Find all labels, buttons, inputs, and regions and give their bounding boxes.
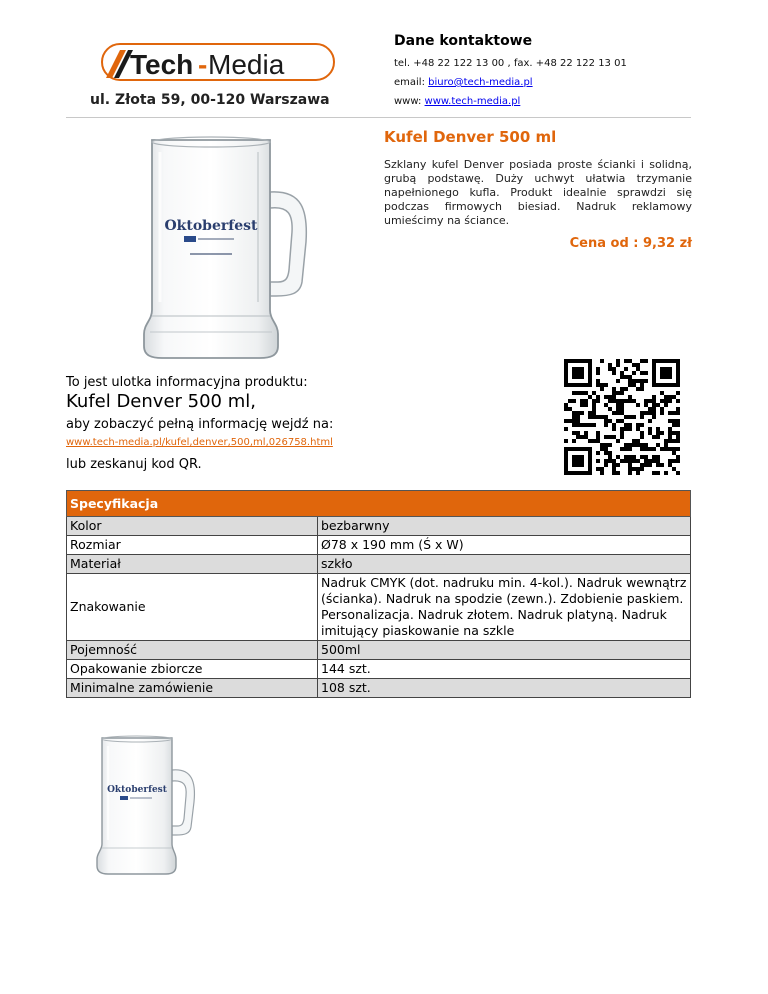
specification-heading: Specyfikacja [67, 491, 691, 517]
product-description: Szklany kufel Denver posiada proste ścianki i solidną, grubą podstawę. Duży uchwyt ułatwia trzymanie napełnionego kufla. Produkt idealnie sprawdzi się podczas firmowych biesiad. Nadruk reklamowy umieścimy na ściance. [384, 158, 692, 227]
product-page-link[interactable]: www.tech-media.pl/kufel,denver,500,ml,026758.html [66, 437, 333, 448]
product-title: Kufel Denver 500 ml [384, 128, 557, 146]
spec-value: 500ml [318, 641, 691, 660]
spec-value: bezbarwny [318, 517, 691, 536]
specification-table [66, 490, 691, 698]
logo-brand-b: Media [208, 49, 285, 80]
leaflet-scan-qr: lub zeskanuj kod QR. [66, 457, 202, 472]
logo-dash: - [198, 49, 208, 80]
phone-fax-line: tel. +48 22 122 13 00 , fax. +48 22 122 13 01 [394, 58, 627, 69]
spec-key: Znakowanie [67, 574, 318, 641]
spec-value: szkło [318, 555, 691, 574]
spec-row [67, 660, 691, 679]
tech-media-logo [100, 40, 340, 84]
qr-code[interactable] [560, 358, 690, 475]
contact-heading: Dane kontaktowe [394, 33, 533, 49]
spec-row [67, 679, 691, 698]
spec-value: Nadruk CMYK (dot. nadruku min. 4-kol.). Nadruk wewnątrz (ścianka). Nadruk na spodzie (zewn.). Zdobienie paskiem. Personalizacja. Nadruk złotem. Nadruk platyną. Nadruk imitujący piaskowanie na szkle [318, 574, 691, 641]
mug-small-print-text: Oktoberfest [107, 785, 167, 795]
spec-key: Pojemność [67, 641, 318, 660]
spec-row [67, 517, 691, 536]
spec-value: Ø78 x 190 mm (Ś x W) [318, 536, 691, 555]
leaflet-product-name: Kufel Denver 500 ml, [66, 391, 256, 412]
spec-value: 108 szt. [318, 679, 691, 698]
product-price: Cena od : 9,32 zł [569, 236, 692, 251]
header-divider [66, 117, 691, 118]
www-link[interactable]: www.tech-media.pl [424, 96, 521, 107]
product-image-mug-small [88, 732, 198, 877]
www-line [394, 96, 520, 107]
spec-key: Minimalne zamówienie [67, 679, 318, 698]
spec-row [67, 641, 691, 660]
product-image-mug [130, 132, 320, 362]
email-label: email: [394, 77, 429, 88]
spec-key: Rozmiar [67, 536, 318, 555]
spec-value: 144 szt. [318, 660, 691, 679]
company-address: ul. Złota 59, 00-120 Warszawa [90, 92, 330, 108]
leaflet-more-info: aby zobaczyć pełną informację wejdź na: [66, 417, 334, 432]
leaflet-intro: To jest ulotka informacyjna produktu: [66, 375, 308, 390]
logo-brand-a: Tech [130, 49, 194, 80]
spec-key: Kolor [67, 517, 318, 536]
email-link[interactable]: biuro@tech-media.pl [428, 77, 533, 88]
www-label: www: [394, 96, 425, 107]
spec-row [67, 536, 691, 555]
mug-print-text: Oktoberfest [164, 218, 258, 234]
spec-key: Opakowanie zbiorcze [67, 660, 318, 679]
spec-key: Materiał [67, 555, 318, 574]
email-line [394, 77, 533, 88]
spec-row [67, 574, 691, 641]
spec-row [67, 555, 691, 574]
